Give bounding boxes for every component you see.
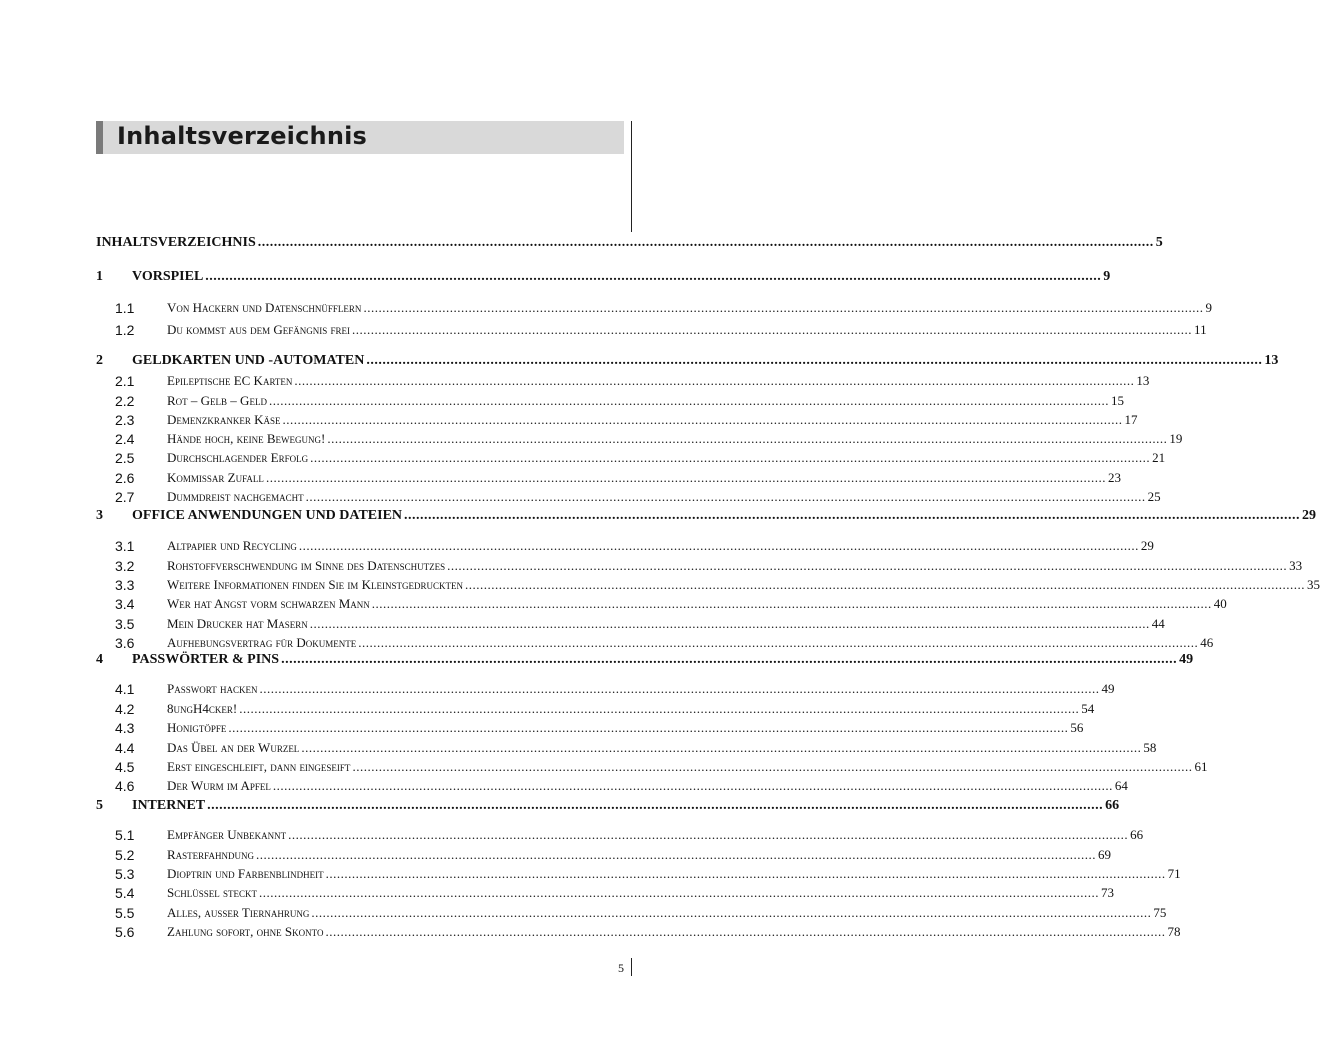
toc-number: 2.2	[115, 393, 135, 409]
toc-number: 5.5	[115, 905, 135, 921]
toc-page-number: 15	[1110, 393, 1124, 408]
toc-page-number: 33	[1289, 558, 1303, 573]
toc-section-entry[interactable]	[96, 843, 1112, 863]
toc-page-number: 19	[1169, 431, 1183, 446]
toc-leader-dots	[301, 740, 1141, 756]
toc-number: 5.3	[115, 866, 135, 882]
toc-section-entry[interactable]	[96, 862, 1181, 882]
toc-title: Kommissar Zufall	[167, 470, 264, 485]
toc-title: Rot – Gelb – Geld	[167, 393, 267, 408]
toc-number: 2.1	[115, 373, 135, 389]
toc-section-entry[interactable]	[96, 612, 1165, 632]
toc-leader-dots	[363, 300, 1203, 316]
page-title: Inhaltsverzeichnis	[117, 122, 368, 150]
toc-title: Rohstoffverschwendung im Sinne des Datenschutzes	[167, 558, 446, 573]
toc-section-entry[interactable]	[96, 369, 1150, 389]
toc-number: 3.1	[115, 538, 135, 554]
toc-page-number: 29	[1140, 538, 1154, 553]
chapter-header	[96, 121, 624, 154]
toc-number: 5.2	[115, 847, 135, 863]
toc-leader-dots	[207, 798, 1103, 814]
toc-title: Alles, außer Tiernahrung	[167, 905, 310, 920]
toc-title: Du kommst aus dem Gefängnis frei	[167, 322, 351, 337]
toc-title: Epileptische EC Karten	[167, 373, 293, 388]
toc-title: OFFICE ANWENDUNGEN UND DATEIEN	[132, 508, 403, 523]
toc-number: 4.2	[115, 701, 135, 717]
toc-number: 1	[96, 269, 103, 284]
toc-title: VORSPIEL	[132, 269, 204, 284]
toc-leader-dots	[281, 652, 1177, 668]
toc-page-number: 49	[1101, 681, 1115, 696]
toc-leader-dots	[294, 373, 1134, 389]
toc-leader-dots	[258, 235, 1154, 251]
toc-page-number: 23	[1107, 470, 1121, 485]
page-number: 5	[618, 961, 624, 975]
toc-number: 2.5	[115, 450, 135, 466]
toc-page-number: 13	[1264, 353, 1279, 368]
toc-number: 4.4	[115, 740, 135, 756]
toc-page-number: 49	[1179, 652, 1194, 667]
toc-title: Passwort hacken	[167, 681, 258, 696]
toc-title: Rasterfahndung	[167, 847, 255, 862]
toc-section-entry[interactable]	[96, 736, 1157, 756]
toc-leader-dots	[266, 470, 1106, 486]
toc-chapter-entry[interactable]	[96, 231, 1163, 251]
toc-leader-dots	[366, 353, 1262, 369]
toc-leader-dots	[311, 905, 1151, 921]
toc-title: Weitere Informationen finden Sie im Kleinstgedruckten	[167, 577, 463, 592]
toc-page-number: 64	[1114, 778, 1128, 793]
toc-number: 3	[96, 508, 103, 523]
toc-title: Von Hackern und Datenschnüfflern	[167, 300, 362, 315]
toc-leader-dots	[259, 885, 1099, 901]
toc-title: Das Übel an der Wurzel	[167, 740, 300, 755]
toc-title: INTERNET	[132, 798, 206, 813]
toc-page-number: 29	[1302, 508, 1317, 523]
toc-section-entry[interactable]	[96, 823, 1144, 843]
toc-leader-dots	[310, 450, 1150, 466]
toc-chapter-entry[interactable]	[96, 265, 1111, 285]
toc-leader-dots	[465, 577, 1305, 593]
toc-page-number: 75	[1153, 905, 1167, 920]
toc-chapter-entry[interactable]	[96, 504, 1317, 524]
toc-leader-dots	[283, 412, 1123, 428]
toc-leader-dots	[299, 538, 1139, 554]
toc-section-entry[interactable]	[96, 408, 1138, 428]
toc-title: Honigtöpfe	[167, 720, 227, 735]
toc-leader-dots	[404, 508, 1300, 524]
toc-section-entry[interactable]	[96, 427, 1183, 447]
toc-section-entry[interactable]	[96, 901, 1167, 921]
toc-section-entry[interactable]	[96, 716, 1084, 736]
toc-title: Erst eingeschleift, dann eingeseift	[167, 759, 351, 774]
toc-number: 4.1	[115, 681, 135, 697]
toc-section-entry[interactable]	[96, 446, 1166, 466]
toc-leader-dots	[327, 431, 1167, 447]
toc-number: 1.2	[115, 322, 135, 338]
toc-number: 5	[96, 798, 103, 813]
toc-number: 4.6	[115, 778, 135, 794]
toc-section-entry[interactable]	[96, 697, 1095, 717]
toc-title: Demenzkranker Käse	[167, 412, 281, 427]
toc-number: 5.1	[115, 827, 135, 843]
toc-page-number: 54	[1081, 701, 1095, 716]
toc-title: Zahlung sofort, ohne Skonto	[167, 924, 324, 939]
toc-chapter-entry[interactable]	[96, 794, 1120, 814]
toc-section-entry[interactable]	[96, 318, 1207, 338]
toc-title: Dummdreist nachgemacht	[167, 489, 304, 504]
toc-title: Schlüssel steckt	[167, 885, 257, 900]
toc-leader-dots	[310, 616, 1150, 632]
toc-number: 2.6	[115, 470, 135, 486]
toc-page-number: 56	[1070, 720, 1084, 735]
toc-leader-dots	[205, 269, 1101, 285]
toc-title: Altpapier und Recycling	[167, 538, 297, 553]
toc-number: 5.4	[115, 885, 135, 901]
toc-number: 2.3	[115, 412, 135, 428]
toc-title: Dioptrin und Farbenblindheit	[167, 866, 324, 881]
toc-number: 1.1	[115, 300, 135, 316]
toc-page-number: 5	[1155, 235, 1163, 250]
toc-title: INHALTSVERZEICHNIS	[96, 235, 256, 250]
toc-leader-dots	[269, 393, 1109, 409]
toc-section-entry[interactable]	[96, 920, 1181, 940]
toc-page-number: 61	[1194, 759, 1208, 774]
toc-number: 3.4	[115, 596, 135, 612]
toc-number: 3.5	[115, 616, 135, 632]
toc-leader-dots	[273, 778, 1113, 794]
toc-title: Aufhebungsvertrag für Dokumente	[167, 635, 357, 650]
toc-section-entry[interactable]	[96, 881, 1114, 901]
toc-page-number: 17	[1124, 412, 1138, 427]
toc-page-number: 11	[1194, 322, 1207, 337]
toc-number: 3.6	[115, 635, 135, 651]
toc-page-number: 73	[1101, 885, 1114, 900]
margin-rule	[631, 121, 632, 232]
toc-page-number: 21	[1152, 450, 1166, 465]
toc-section-entry[interactable]	[96, 677, 1115, 697]
toc-section-entry[interactable]	[96, 485, 1161, 505]
toc-leader-dots	[372, 596, 1212, 612]
toc-number: 3.2	[115, 558, 135, 574]
toc-page-number: 66	[1130, 827, 1144, 842]
toc-section-entry[interactable]	[96, 573, 1320, 593]
toc-section-entry[interactable]	[96, 534, 1154, 554]
toc-title: Durchschlagender Erfolg	[167, 450, 309, 465]
toc-title: 8ungH4cker!	[167, 701, 238, 716]
toc-page-number: 78	[1167, 924, 1181, 939]
toc-leader-dots	[228, 720, 1068, 736]
toc-leader-dots	[256, 847, 1096, 863]
toc-leader-dots	[306, 489, 1146, 505]
toc-page-number: 44	[1151, 616, 1165, 631]
toc-page-number: 69	[1098, 847, 1112, 862]
toc-page-number: 25	[1147, 489, 1161, 504]
toc-section-entry[interactable]	[96, 389, 1124, 409]
toc-page-number: 58	[1143, 740, 1157, 755]
toc-leader-dots	[326, 866, 1166, 882]
toc-section-entry[interactable]	[96, 755, 1208, 775]
toc-section-entry[interactable]	[96, 774, 1128, 794]
toc-chapter-entry[interactable]	[96, 648, 1194, 668]
toc-page-number: 9	[1205, 300, 1212, 315]
toc-number: 2.4	[115, 431, 135, 447]
toc-title: Wer hat Angst vorm schwarzen Mann	[167, 596, 370, 611]
toc-title: GELDKARTEN UND -AUTOMATEN	[132, 353, 365, 368]
toc-chapter-entry[interactable]	[96, 349, 1279, 369]
toc-number: 2.7	[115, 489, 135, 505]
margin-rule	[631, 958, 632, 976]
toc-number: 2	[96, 353, 103, 368]
toc-leader-dots	[352, 322, 1192, 338]
toc-leader-dots	[447, 558, 1287, 574]
toc-title: Empfänger Unbekannt	[167, 827, 287, 842]
toc-page-number: 13	[1136, 373, 1150, 388]
toc-page-number: 71	[1167, 866, 1181, 881]
toc-title: Mein Drucker hat Masern	[167, 616, 308, 631]
toc-title: PASSWÖRTER & PINS	[132, 652, 280, 667]
toc-number: 4	[96, 652, 103, 667]
toc-leader-dots	[288, 827, 1128, 843]
toc-number: 3.3	[115, 577, 135, 593]
toc-page-number: 66	[1105, 798, 1120, 813]
toc-number: 5.6	[115, 924, 135, 940]
toc-section-entry[interactable]	[96, 296, 1212, 316]
toc-section-entry[interactable]	[96, 592, 1227, 612]
toc-leader-dots	[352, 759, 1192, 775]
toc-leader-dots	[239, 701, 1079, 717]
toc-number: 4.5	[115, 759, 135, 775]
toc-number: 4.3	[115, 720, 135, 736]
toc-section-entry[interactable]	[96, 554, 1303, 574]
toc-leader-dots	[325, 924, 1165, 940]
toc-leader-dots	[259, 681, 1099, 697]
toc-page-number: 46	[1200, 635, 1214, 650]
toc-page-number: 35	[1306, 577, 1320, 592]
toc-title: Der Wurm im Apfel	[167, 778, 271, 793]
toc-title: Hände hoch, keine Bewegung!	[167, 431, 326, 446]
toc-page-number: 40	[1213, 596, 1227, 611]
toc-section-entry[interactable]	[96, 466, 1121, 486]
toc-page-number: 9	[1103, 269, 1111, 284]
